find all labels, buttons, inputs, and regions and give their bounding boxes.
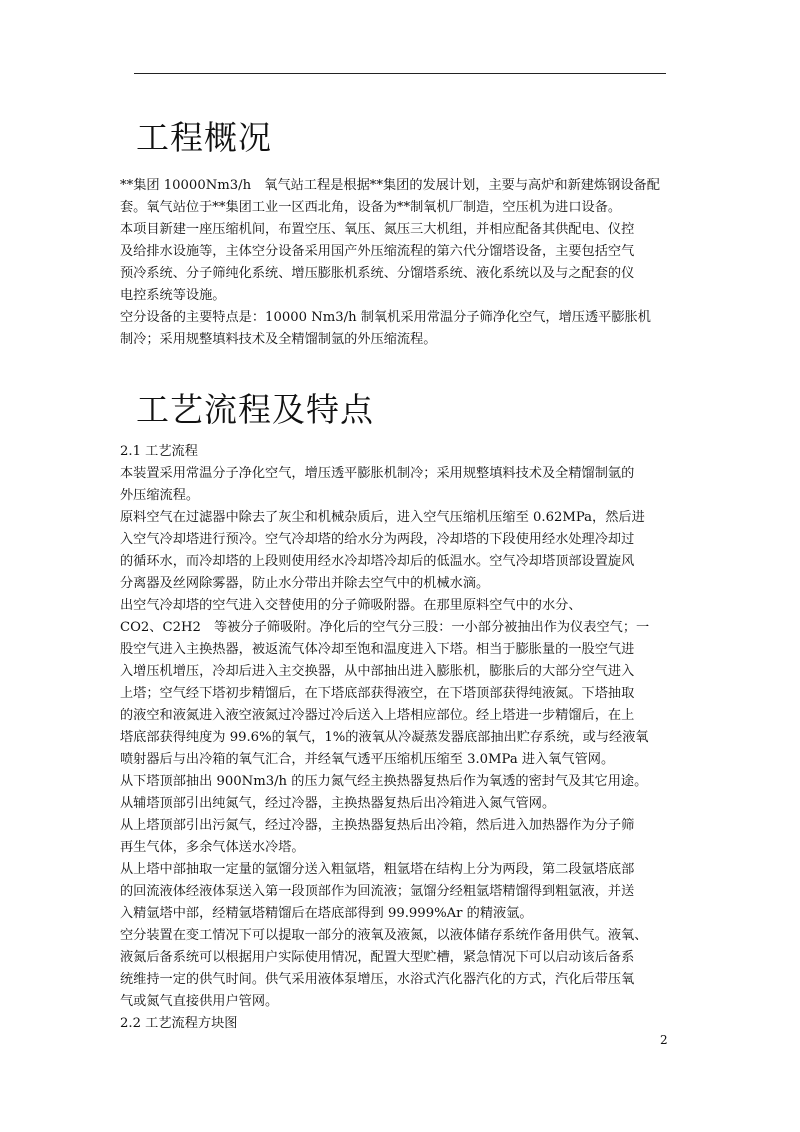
text-line: 从下塔顶部抽出 900Nm3/h 的压力氮气经主换热器复热后作为氧透的密封气及其它用途。 [120, 774, 648, 789]
text-line: 出空气冷却塔的空气进入交替使用的分子筛吸附器。在那里原料空气中的水分、 [120, 598, 582, 613]
text-line: 从上塔中部抽取一定量的氩馏分送入粗氩塔，粗氩塔在结构上分为两段，第二段氩塔底部 [120, 862, 635, 877]
header-rule [134, 73, 666, 74]
text-line: 喷射器后与出冷箱的氧气汇合，并经氧气透平压缩机压缩至 3.0MPa 进入氧气管网。 [120, 752, 615, 767]
text-line: 的液空和液氮进入液空液氮过冷器过冷后送入上塔相应部位。经上塔进一步精馏后，在上 [120, 708, 635, 723]
text-line: 上塔；空气经下塔初步精馏后，在下塔底部获得液空，在下塔顶部获得纯液氮。下塔抽取 [120, 686, 635, 701]
text-line: 套。氧气站位于**集团工业一区西北角，设备为**制氧机厂制造，空压机为进口设备。 [120, 200, 622, 215]
text-line: 液氮后备系统可以根据用户实际使用情况，配置大型贮槽，紧急情况下可以启动该后备系 [120, 950, 635, 965]
text-line: 入空气冷却塔进行预冷。空气冷却塔的给水分为两段，冷却塔的下段使用经水处理冷却过 [120, 532, 635, 547]
text-line: **集团 10000Nm3/h 氧气站工程是根据**集团的发展计划，主要与高炉和新建炼钢设备配 [120, 178, 660, 193]
overview-body [120, 175, 685, 351]
section-title-process: 工艺流程及特点 [136, 390, 374, 429]
text-line: 塔底部获得纯度为 99.6%的氧气，1%的液氧从冷凝蒸发器底部抽出贮存系统，或与经液氧 [120, 730, 649, 745]
text-line: 2.2 工艺流程方块图 [120, 1016, 238, 1031]
text-line: 统维持一定的供气时间。供气采用液体泵增压，水浴式汽化器汽化的方式，汽化后带压氧 [120, 972, 635, 987]
text-line: 从辅塔顶部引出纯氮气，经过冷器，主换热器复热后出冷箱进入氮气管网。 [120, 796, 556, 811]
text-line: 空分装置在变工情况下可以提取一部分的液氧及液氮，以液体储存系统作备用供气。液氧、 [120, 928, 648, 943]
text-line: 股空气进入主换热器，被返流气体冷却至饱和温度进入下塔。相当于膨胀量的一股空气进 [120, 642, 635, 657]
text-line: CO2、C2H2 等被分子筛吸附。净化后的空气分三股：一小部分被抽出作为仪表空气；一 [120, 620, 650, 635]
text-line: 再生气体，多余气体送水冷塔。 [120, 840, 305, 855]
text-line: 气或氮气直接供用户管网。 [120, 994, 279, 1009]
text-line: 预冷系统、分子筛纯化系统、增压膨胀机系统、分馏塔系统、液化系统以及与之配套的仪 [120, 266, 635, 281]
text-line: 及给排水设施等，主体空分设备采用国产外压缩流程的第六代分馏塔设备，主要包括空气 [120, 244, 635, 259]
text-line: 入精氩塔中部，经精氩塔精馏后在塔底部得到 99.999%Ar 的精液氩。 [120, 906, 533, 921]
text-line: 本项目新建一座压缩机间，布置空压、氧压、氮压三大机组，并相应配备其供配电、仪控 [120, 222, 635, 237]
text-line: 2.1 工艺流程 [120, 444, 198, 459]
text-line: 本装置采用常温分子净化空气，增压透平膨胀机制冷；采用规整填料技术及全精馏制氩的 [120, 466, 635, 481]
text-line: 的循环水，而冷却塔的上段则使用经水冷却塔冷却后的低温水。空气冷却塔顶部设置旋风 [120, 554, 635, 569]
text-line: 入增压机增压，冷却后进入主交换器，从中部抽出进入膨胀机，膨胀后的大部分空气进入 [120, 664, 635, 679]
text-line: 的回流液体经液体泵送入第一段顶部作为回流液；氩馏分经粗氩塔精馏得到粗氩液，并送 [120, 884, 635, 899]
text-line: 从上塔顶部引出污氮气，经过冷器，主换热器复热后出冷箱，然后进入加热器作为分子筛 [120, 818, 635, 833]
text-line: 分离器及丝网除雾器，防止水分带出并除去空气中的机械水滴。 [120, 576, 490, 591]
text-line: 原料空气在过滤器中除去了灰尘和机械杂质后，进入空气压缩机压缩至 0.62MPa，然后进 [120, 510, 645, 525]
text-line: 电控系统等设施。 [120, 288, 226, 303]
page-number: 2 [660, 1033, 668, 1047]
text-line: 外压缩流程。 [120, 488, 200, 503]
text-line: 制冷；采用规整填料技术及全精馏制氩的外压缩流程。 [120, 332, 437, 347]
section-title-overview: 工程概况 [136, 118, 272, 157]
text-line: 空分设备的主要特点是：10000 Nm3/h 制氧机采用常温分子筛净化空气，增压透平膨胀机 [120, 310, 651, 325]
process-body [120, 441, 685, 1035]
